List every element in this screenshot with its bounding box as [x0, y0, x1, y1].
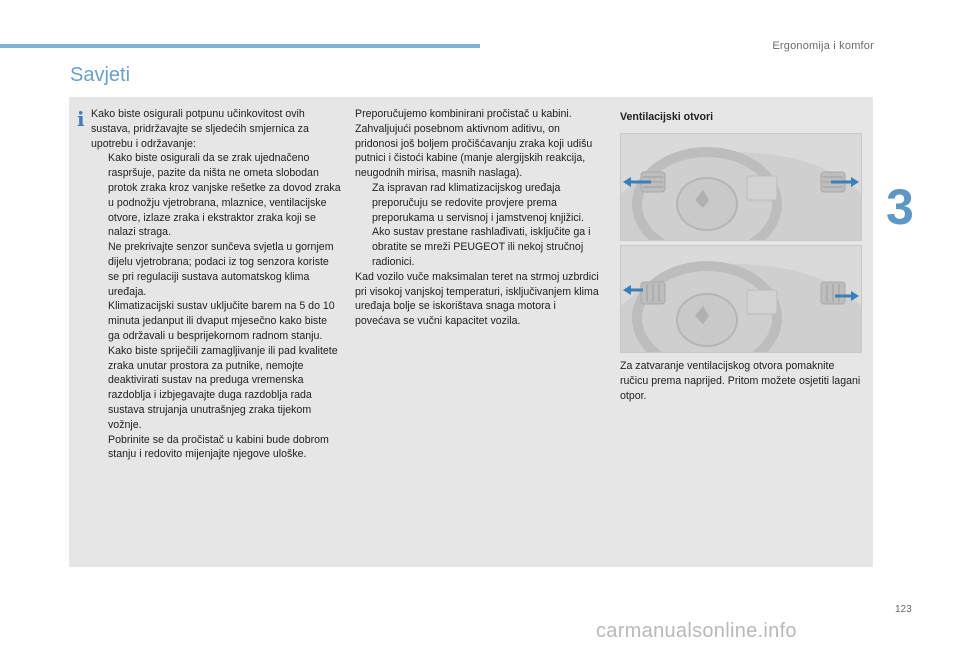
bullet-item [355, 225, 601, 269]
bullet-text: Ne prekrivajte senzor sunčeva svjetla u gornjem dijelu vjetrobrana; podaci iz tog senzora koriste se pri regulaciji sustava automatskog klima uređaja. [108, 241, 334, 298]
intro-paragraph: Kako biste osigurali potpunu učinkovitost ovih sustava, pridržavajte se sljedećih smjernica za upotrebu i održavanje: [91, 108, 309, 150]
intro-paragraph: Preporučujemo kombinirani pročistač u kabini. Zahvaljujući posebnom aktivnom aditivu, on pridonosi još boljem pročišćavanju zraka koji udišu putnici i čistoći kabine (manje alergijskih reakcija, neugodnih mirisa, masnih naslaga). [355, 108, 593, 180]
section-title: Savjeti [70, 64, 131, 86]
air-vent-closed-illustration [620, 245, 862, 353]
air-vent-open-illustration [620, 133, 862, 241]
outro-paragraph: Kad vozilo vuče maksimalan teret na strmoj uzbrdici pri visokoj vanjskoj temperaturi, isključivanjem klima uređaja bolje se iskorištava snaga motora i povećava se vučni kapacitet vozila. [355, 270, 599, 328]
bullet-text: Za ispravan rad klimatizacijskog uređaja preporučuju se redovite provjere prema preporukama u servisnoj i jamstvenoj knjižici. [372, 181, 584, 224]
vents-column [620, 110, 860, 125]
bullet-item [91, 344, 341, 433]
dashboard-illustration [621, 246, 861, 352]
bullet-item [91, 240, 341, 299]
bullet-item [91, 151, 341, 240]
dashboard-illustration [621, 134, 861, 240]
bullet-text: Ako sustav prestane rashlađivati, isključite ga i obratite se mreži PEUGEOT ili nekoj stručnoj radionici. [372, 226, 591, 268]
chapter-number: 3 [886, 179, 914, 235]
page-number: 123 [895, 604, 912, 615]
tips-column-2 [355, 107, 601, 329]
chapter-title: Ergonomija i komfor [772, 40, 874, 52]
bullet-text: Kako biste spriječili zamagljivanje ili pad kvalitete zraka unutar prostora za putnike, nemojte deaktivirati sustav na preduga vremenska razdoblja i izbjegavajte duga razdoblja rada sustava strujanja unutrašnjeg zraka tijekom vožnje. [108, 344, 338, 431]
bullet-item [91, 299, 341, 343]
tips-column-1 [91, 107, 341, 462]
bullet-item [91, 433, 341, 463]
bullet-text: Klimatizacijski sustav uključite barem na 5 do 10 minuta jedanput ili dvaput mjesečno kako biste ga održavali u besprijekornom radnom stanju. [108, 300, 335, 342]
header-bar [0, 44, 480, 48]
bullet-text: Pobrinite se da pročistač u kabini bude dobrom stanju i redovito mijenjajte njegove uloške. [108, 433, 329, 461]
vents-heading: Ventilacijski otvori [620, 111, 714, 123]
vents-caption: Za zatvaranje ventilacijskog otvora pomaknite ručicu prema naprijed. Pritom možete osjetiti lagani otpor. [620, 360, 861, 402]
bullet-text: Kako biste osigurali da se zrak ujednačeno raspršuje, pazite da ništa ne ometa slobodan protok zraka kroz vanjske rešetke za dovod zraka u podnožju vjetrobrana, mlaznice, ventilacijske otvore, izlaze zraka i ekstraktor zraka koji se nalazi straga. [108, 152, 341, 239]
bullet-item [355, 181, 601, 225]
info-icon: i [77, 107, 85, 131]
watermark-link[interactable]: carmanualsonline.info [596, 620, 797, 642]
